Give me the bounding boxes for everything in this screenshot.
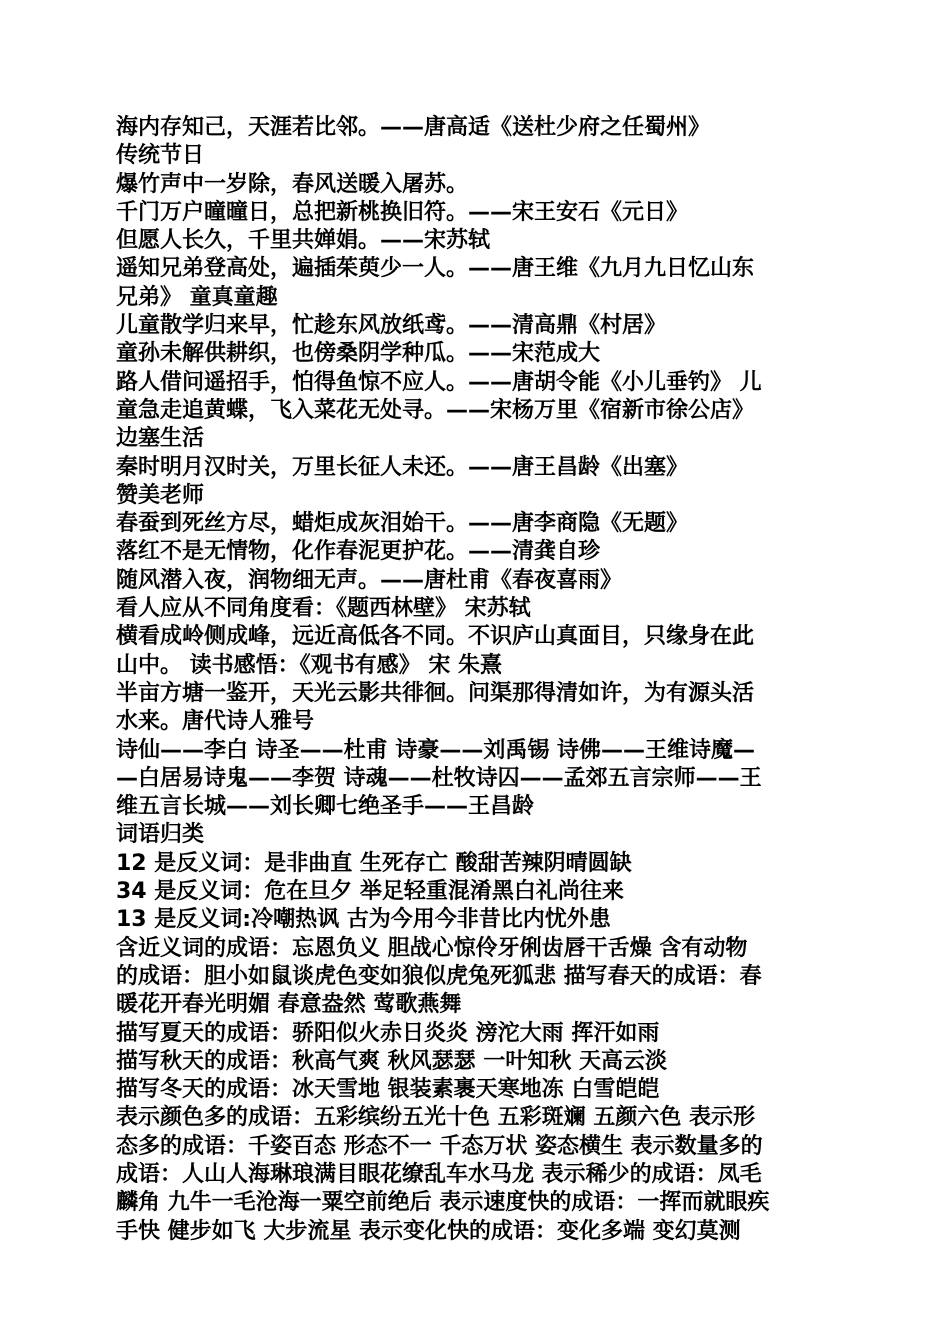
text-line: 描写夏天的成语：骄阳似火赤日炎炎 滂沱大雨 挥汗如雨 bbox=[116, 1020, 660, 1046]
text-line: 13 是反义词:冷嘲热讽 古为今用今非昔比内忧外患 bbox=[116, 907, 611, 933]
text-line: 遥知兄弟登高处，遍插茱萸少一人。——唐王维《九月九日忆山东 bbox=[116, 256, 755, 282]
text-line: 爆竹声中一岁除，春风送暖入屠苏。 bbox=[116, 171, 469, 197]
text-line: 千门万户曈曈日，总把新桃换旧符。——宋王安石《元日》 bbox=[116, 199, 689, 225]
text-line: —白居易诗鬼——李贺 诗魂——杜牧诗囚——孟郊五言宗师——王 bbox=[116, 765, 762, 791]
text-line: 诗仙——李白 诗圣——杜甫 诗豪——刘禹锡 诗佛——王维诗魔— bbox=[116, 737, 755, 763]
text-line: 春蚕到死丝方尽，蜡炬成灰泪始干。——唐李商隐《无题》 bbox=[116, 511, 689, 537]
section-heading: 传统节日 bbox=[116, 143, 205, 169]
text-line: 表示颜色多的成语：五彩缤纷五光十色 五彩斑斓 五颜六色 表示形 bbox=[116, 1105, 755, 1131]
text-line: 半亩方塘一鉴开，天光云影共徘徊。问渠那得清如许，为有源头活 bbox=[116, 680, 755, 706]
text-line: 儿童散学归来早，忙趁东风放纸鸢。——清高鼎《村居》 bbox=[116, 313, 667, 339]
text-line: 成语：人山人海琳琅满目眼花缭乱车水马龙 表示稀少的成语：凤毛 bbox=[116, 1161, 762, 1187]
text-line: 落红不是无情物，化作春泥更护花。——清龚自珍 bbox=[116, 539, 601, 565]
document-body bbox=[116, 114, 828, 1246]
text-line: 随风潜入夜，润物细无声。——唐杜甫《春夜喜雨》 bbox=[116, 567, 623, 593]
text-line: 的成语：胆小如鼠谈虎色变如狼似虎兔死狐悲 描写春天的成语：春 bbox=[116, 963, 762, 989]
text-line: 暖花开春光明媚 春意盎然 莺歌燕舞 bbox=[116, 992, 462, 1018]
section-heading: 边塞生活 bbox=[116, 426, 205, 452]
text-line: 路人借问遥招手，怕得鱼惊不应人。——唐胡令能《小儿垂钓》 儿 bbox=[116, 369, 762, 395]
text-line: 水来。唐代诗人雅号 bbox=[116, 709, 315, 735]
text-line: 童急走追黄蝶，飞入菜花无处寻。——宋杨万里《宿新市徐公店》 bbox=[116, 397, 755, 423]
section-heading: 词语归类 bbox=[116, 822, 205, 848]
text-line: 12 是反义词：是非曲直 生死存亡 酸甜苦辣阴晴圆缺 bbox=[116, 850, 632, 876]
text-line: 秦时明月汉时关，万里长征人未还。——唐王昌龄《出塞》 bbox=[116, 454, 689, 480]
text-line: 山中。 读书感悟：《观书有感》 宋 朱熹 bbox=[116, 652, 502, 678]
text-line: 维五言长城——刘长卿七绝圣手——王昌龄 bbox=[116, 794, 535, 820]
text-line: 童孙未解供耕织，也傍桑阴学种瓜。——宋范成大 bbox=[116, 341, 601, 367]
text-line: 但愿人长久，千里共婵娟。——宋苏轼 bbox=[116, 228, 491, 254]
text-line: 34 是反义词：危在旦夕 举足轻重混淆黑白礼尚往来 bbox=[116, 879, 624, 905]
text-line: 态多的成语：千姿百态 形态不一 千态万状 姿态横生 表示数量多的 bbox=[116, 1133, 763, 1159]
text-line: 横看成岭侧成峰，远近高低各不同。不识庐山真面目，只缘身在此 bbox=[116, 624, 755, 650]
text-line: 兄弟》 童真童趣 bbox=[116, 284, 278, 310]
section-heading: 赞美老师 bbox=[116, 482, 205, 508]
text-line: 描写秋天的成语：秋高气爽 秋风瑟瑟 一叶知秋 天高云淡 bbox=[116, 1048, 667, 1074]
text-line: 含近义词的成语：忘恩负义 胆战心惊伶牙俐齿唇干舌燥 含有动物 bbox=[116, 935, 748, 961]
text-line: 看人应从不同角度看：《题西林壁》 宋苏轼 bbox=[116, 596, 531, 622]
text-line: 海内存知己，天涯若比邻。——唐高适《送杜少府之任蜀州》 bbox=[116, 115, 711, 140]
text-line: 描写冬天的成语：冰天雪地 银装素裹天寒地冻 白雪皑皑 bbox=[116, 1077, 660, 1103]
text-line: 麟角 九牛一毛沧海一粟空前绝后 表示速度快的成语：一挥而就眼疾 bbox=[116, 1190, 770, 1216]
text-line: 手快 健步如飞 大步流星 表示变化快的成语：变化多端 变幻莫测 bbox=[116, 1218, 741, 1244]
